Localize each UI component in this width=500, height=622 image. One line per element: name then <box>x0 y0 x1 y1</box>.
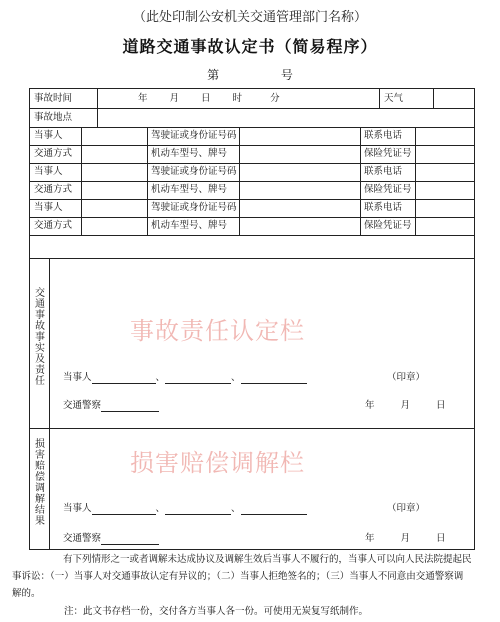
row-divider <box>30 217 474 218</box>
party-label: 当事人 <box>34 166 63 177</box>
seal-label: （印章） <box>387 372 426 383</box>
insurance-label: 保险凭证号 <box>364 148 412 159</box>
officer-signature-line <box>63 400 159 412</box>
watermark-compensation: 损害赔偿调解栏 <box>130 449 305 477</box>
phone-label: 联系电话 <box>364 202 403 213</box>
minute-label: 分 <box>270 93 280 104</box>
id-number-label: 驾驶证或身份证号码 <box>151 202 237 213</box>
row-divider <box>30 199 474 200</box>
insurance-label: 保险凭证号 <box>364 184 412 195</box>
watermark-responsibility: 事故责任认定栏 <box>130 317 305 345</box>
accident-time-label: 事故时间 <box>34 93 73 104</box>
phone-label: 联系电话 <box>364 130 403 141</box>
signature-line <box>101 534 159 545</box>
footnote: 注：此文书存档一份，交付各方当事人各一份。可使用无炭复写纸制作。 <box>64 606 369 617</box>
officer-signature-line <box>63 533 159 545</box>
sign-date <box>365 533 446 545</box>
year-label: 年 <box>365 533 375 544</box>
signature-line <box>241 504 307 515</box>
signature-line <box>92 504 156 515</box>
section-label-responsibility: 交通事故事实及责任 <box>35 288 45 387</box>
hour-label: 时 <box>232 93 243 104</box>
insurance-label: 保险凭证号 <box>364 220 412 231</box>
month-label: 月 <box>400 400 411 411</box>
transport-mode-label: 交通方式 <box>34 220 73 231</box>
separator: 、 <box>155 503 166 514</box>
number-prefix: 第 <box>207 68 220 82</box>
day-label: 日 <box>436 533 446 544</box>
col-divider <box>239 127 240 235</box>
col-divider <box>81 127 82 235</box>
transport-mode-label: 交通方式 <box>34 184 73 195</box>
signature-line <box>165 504 231 515</box>
signature-line <box>101 401 159 412</box>
legal-note-line: 解的。 <box>12 588 41 599</box>
id-number-label: 驾驶证或身份证号码 <box>151 130 237 141</box>
id-number-label: 驾驶证或身份证号码 <box>151 166 237 177</box>
separator: 、 <box>155 372 166 383</box>
party-signature-line <box>63 503 307 515</box>
row-divider <box>30 235 474 236</box>
row-divider <box>30 145 474 146</box>
document-number <box>0 66 500 83</box>
signature-line <box>165 373 231 384</box>
separator: 、 <box>231 503 241 514</box>
col-divider <box>97 108 98 127</box>
officer-label: 交通警察 <box>63 533 102 544</box>
col-divider <box>433 89 434 108</box>
vehicle-plate-label: 机动车型号、牌号 <box>151 148 228 159</box>
document-title: 道路交通事故认定书（简易程序） <box>122 37 378 56</box>
number-suffix: 号 <box>280 68 293 82</box>
officer-label: 交通警察 <box>63 400 102 411</box>
transport-mode-label: 交通方式 <box>34 148 73 159</box>
party-sign-label: 当事人 <box>63 503 92 514</box>
separator: 、 <box>231 372 241 383</box>
signature-line <box>92 373 156 384</box>
phone-label: 联系电话 <box>364 166 403 177</box>
row-divider <box>30 181 474 182</box>
section-label-compensation: 损害赔偿调解结果 <box>35 439 45 527</box>
month-label: 月 <box>400 533 411 544</box>
day-label: 日 <box>201 93 211 104</box>
party-label: 当事人 <box>34 202 63 213</box>
signature-line <box>241 373 307 384</box>
col-divider <box>147 127 148 235</box>
row-divider <box>30 428 474 429</box>
year-label: 年 <box>365 400 375 411</box>
row-divider <box>30 258 474 259</box>
party-sign-label: 当事人 <box>63 372 92 383</box>
legal-note-line: 事诉讼：（一）当事人对交通事故认定有异议的；（二）当事人拒绝签名的；（三）当事人不同意由交通警察调 <box>12 571 464 582</box>
party-signature-line <box>63 372 307 384</box>
col-divider <box>379 89 380 108</box>
accident-place-label: 事故地点 <box>34 112 73 123</box>
vehicle-plate-label: 机动车型号、牌号 <box>151 220 228 231</box>
col-divider <box>415 127 416 235</box>
col-divider <box>97 89 98 108</box>
col-divider <box>360 127 361 235</box>
weather-label: 天气 <box>384 93 404 104</box>
seal-label: （印章） <box>387 503 426 514</box>
party-label: 当事人 <box>34 130 63 141</box>
row-divider <box>30 127 474 128</box>
accident-form <box>29 88 475 550</box>
col-divider <box>49 258 50 549</box>
sign-date <box>365 400 446 412</box>
day-label: 日 <box>436 400 446 411</box>
year-label: 年 <box>138 93 148 104</box>
agency-name: （此处印制公安机关交通管理部门名称） <box>132 10 367 25</box>
row-divider <box>30 163 474 164</box>
legal-note-line: 有下列情形之一或者调解未达成协议及调解生效后当事人不履行的，当事人可以向人民法院提起民 <box>63 554 472 565</box>
time-units <box>138 93 280 105</box>
vehicle-plate-label: 机动车型号、牌号 <box>151 184 228 195</box>
month-label: 月 <box>169 93 180 104</box>
